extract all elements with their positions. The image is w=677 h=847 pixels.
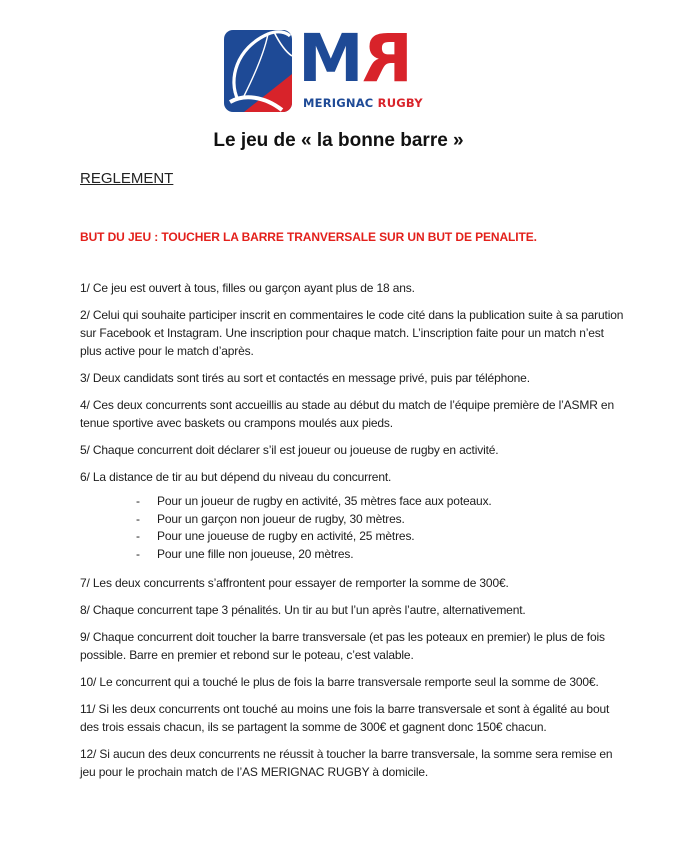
- rule-3: 3/ Deux candidats sont tirés au sort et contactés en message privé, puis par téléphone.: [80, 371, 530, 385]
- logo-initial-m: M: [298, 20, 362, 97]
- page-title: Le jeu de « la bonne barre »: [213, 130, 464, 151]
- logo-initial-r-mirrored: R: [363, 20, 413, 97]
- rule-10: 10/ Le concurrent qui a touché le plus de fois la barre transversale remporte seul la somme de 300€.: [80, 675, 599, 689]
- distance-item: [80, 493, 625, 511]
- rule-8: 8/ Chaque concurrent tape 3 pénalités. Un tir au but l’un après l’autre, alternativement.: [80, 603, 526, 617]
- section-heading: REGLEMENT: [80, 170, 174, 187]
- rule-2: 2/ Celui qui souhaite participer inscrit en commentaires le code cité dans la publication suite à sa parution sur Facebook et Instagram. Une inscription pour chaque match. L’inscription faite pour un match n’est plus active pour le match d’après.: [80, 308, 624, 358]
- rule-9: 9/ Chaque concurrent doit toucher la barre transversale (et pas les poteaux en premier) le plus de fois possible. Barre en premier et rebond sur le poteau, c’est valable.: [80, 630, 605, 662]
- distance-text: Pour un joueur de rugby en activité, 35 mètres face aux poteaux.: [157, 494, 492, 508]
- logo-wordmark: [303, 96, 423, 110]
- bullet-dash: -: [136, 511, 140, 526]
- bullet-dash: -: [136, 494, 140, 508]
- distance-list: [80, 493, 625, 563]
- rule-12: 12/ Si aucun des deux concurrents ne réussit à toucher la barre transversale, la somme sera remise en jeu pour le prochain match de l’AS MERIGNAC RUGBY à domicile.: [80, 747, 613, 779]
- distance-item: [80, 546, 625, 564]
- logo-word-merignac: MERIGNAC: [303, 96, 374, 110]
- bullet-dash: -: [136, 546, 140, 561]
- rule-1: 1/ Ce jeu est ouvert à tous, filles ou garçon ayant plus de 18 ans.: [80, 281, 415, 295]
- distance-text: Pour une fille non joueuse, 20 mètres.: [157, 546, 354, 561]
- logo-initials: [298, 20, 413, 97]
- rule-11: 11/ Si les deux concurrents ont touché au moins une fois la barre transversale et sont à égalité au bout des trois essais chacun, ils se partagent la somme de 300€ et gagnent donc 150€ chacun.: [80, 702, 610, 734]
- game-goal: BUT DU JEU : TOUCHER LA BARRE TRANVERSALE SUR UN BUT DE PENALITE.: [80, 230, 537, 244]
- bullet-dash: -: [136, 529, 140, 543]
- distance-item: [80, 511, 625, 529]
- rugby-ball-badge-icon: [224, 30, 292, 112]
- rule-4: 4/ Ces deux concurrents sont accueillis au stade au début du match de l’équipe première de l’ASMR en tenue sportive avec baskets ou crampons moulés aux pieds.: [80, 398, 614, 430]
- distance-text: Pour un garçon non joueur de rugby, 30 mètres.: [157, 511, 405, 526]
- rule-6: 6/ La distance de tir au but dépend du niveau du concurrent.: [80, 470, 392, 484]
- distance-item: [80, 528, 625, 546]
- distance-text: Pour une joueuse de rugby en activité, 25 mètres.: [157, 529, 415, 543]
- rule-5: 5/ Chaque concurrent doit déclarer s’il est joueur ou joueuse de rugby en activité.: [80, 443, 499, 457]
- logo-word-rugby: RUGBY: [377, 96, 423, 110]
- rule-7: 7/ Les deux concurrents s’affrontent pour essayer de remporter la somme de 300€.: [80, 576, 509, 590]
- merignac-rugby-logo: [224, 20, 446, 112]
- rules-list: [80, 279, 625, 790]
